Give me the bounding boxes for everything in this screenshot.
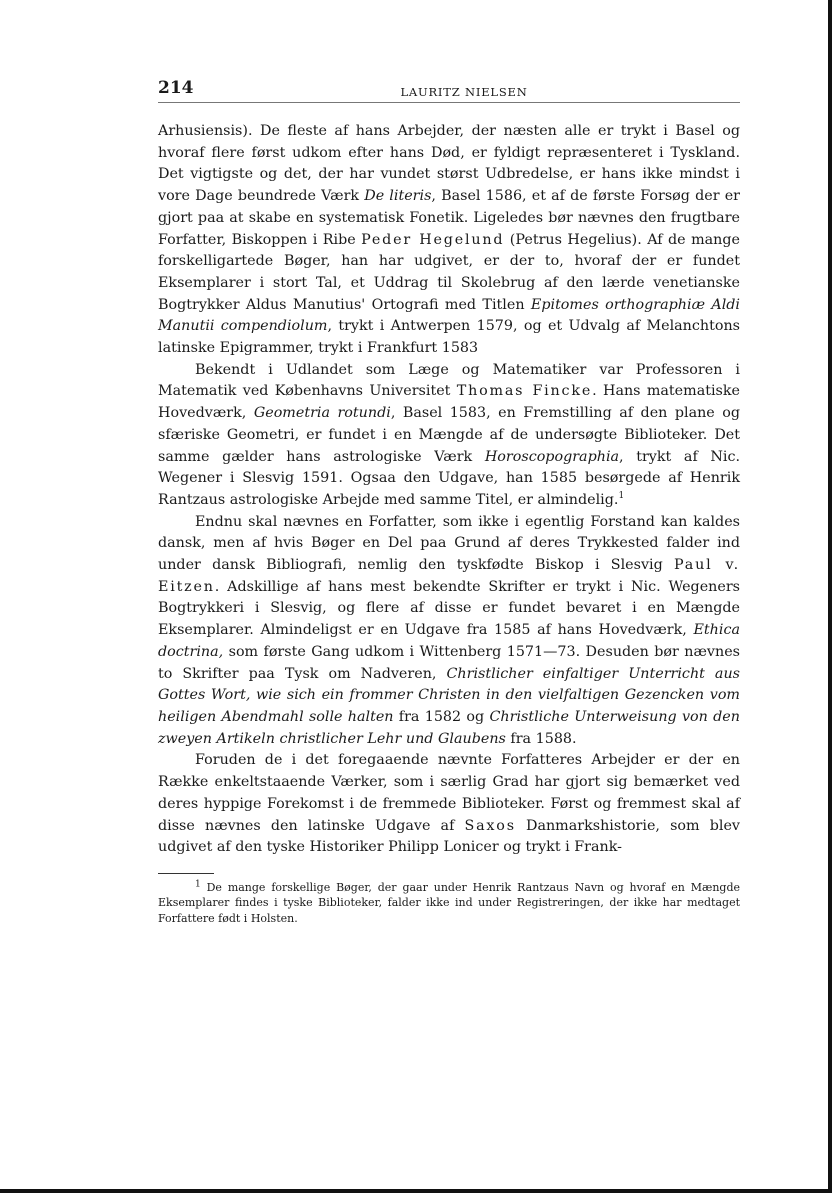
text-run: fra 1582 og: [393, 708, 490, 725]
text-run: fra 1588.: [505, 730, 577, 747]
italic-title: De literis: [364, 188, 432, 205]
text-run: . Hans matematiske Hovedværk,: [158, 383, 740, 422]
running-head: [158, 78, 740, 103]
paragraph: [158, 121, 740, 360]
text-run: Arhusiensis). De fleste af hans Arbejder, der næsten alle er trykt i Basel og hvoraf flere først udkom efter hans Død, er fyldigt repræsenteret i Tyskland. Det vigtigste og det, der har vundet størst Udbredelse, er hans ikke mindst i vore Dage beundrede Værk: [158, 123, 740, 205]
text-run: , Basel 1586, et af de første Forsøg der er gjort paa at skabe en systematisk Fonetik. Ligeledes bør nævnes den frugtbare Forfatter, Biskoppen i Ribe: [158, 188, 740, 248]
body-text: [158, 121, 740, 859]
italic-title: Horoscopographia: [484, 448, 620, 465]
page-number: 214: [158, 78, 194, 98]
text-run: Danmarkshistorie, som blev udgivet af den tyske Historiker Philipp Lonicer og trykt i Frank-: [158, 817, 740, 856]
paragraph: [158, 750, 740, 859]
text-run: . Adskillige af hans mest bekendte Skrifter er trykt i Nic. Wegeners Bogtrykkeri i Slesvig, og flere af disse er fundet bevaret i en Mængde Eksemplarer. Almindeligst er en Udgave fra 1585 af hans Hovedværk,: [158, 578, 740, 639]
paragraph: [158, 512, 740, 751]
spaced-name: Saxos: [464, 817, 516, 834]
book-page: [158, 78, 740, 926]
text-run: , trykt af Nic. Wegener i Slesvig 1591. Ogsaa den Udgave, han 1585 besørgede af Henrik Rantzaus astrologiske Arbejde med samme Titel, er almindelig.: [158, 448, 740, 508]
italic-title: Ethica doctrina,: [158, 622, 740, 660]
scan-edge-right: [828, 0, 832, 1193]
footnote-reference: 1: [618, 491, 625, 502]
text-run: som første Gang udkom i Wittenberg 1571—73. Desuden bør nævnes to Skrifter paa Tysk om Nadveren,: [158, 643, 740, 682]
text-run: Bekendt i Udlandet som Læge og Matematiker var Professoren i Matematik ved Københavns Universitet: [158, 361, 740, 400]
text-run: , trykt i Antwerpen 1579, og et Udvalg af Melanchtons latinske Epigrammer, trykt i Frankfurt 1583: [158, 318, 740, 357]
spaced-name: Peder Hegelund: [361, 231, 505, 248]
running-head-title: LAURITZ NIELSEN: [400, 85, 528, 99]
italic-title: Christlicher einfaltiger Unterricht aus Gottes Wort, wie sich ein frommer Christen in den vielfaltigen Gezencken vom heiligen Abendmahl solle halten: [158, 665, 740, 725]
italic-title: Geometria rotundi: [253, 405, 391, 422]
text-run: (Petrus Hegelius). Af de mange forskelligartede Bøger, han har udgivet, er der to, hvoraf der er fundet Eksemplarer i stort Tal, et Uddrag til Skolebrug af den lærde venetianske Bogtrykker Aldus Manutius' Ortografi med Titlen: [158, 231, 740, 313]
footnote-text: De mange forskellige Bøger, der gaar under Henrik Rantzaus Navn og hvoraf en Mængde Eksemplarer findes i tyske Biblioteker, falder ikke ind under Registreringen, der ikke har medtaget Forfattere født i Holsten.: [158, 880, 740, 925]
footnote-divider: [158, 873, 214, 874]
text-run: Endnu skal nævnes en Forfatter, som ikke i egentlig Forstand kan kaldes dansk, men af hvis Bøger en Del paa Grund af deres Trykkested falder ind under dansk Bibliografi, nemlig den tyskfødte Biskop i Slesvig: [158, 513, 740, 574]
text-run: , Basel 1583, en Fremstilling af den plane og sfæriske Geometri, er fundet i en Mængde af de undersøgte Biblioteker. Det samme gælder hans astrologiske Værk: [158, 405, 741, 465]
text-run: Foruden de i det foregaaende nævnte Forfatteres Arbejder er der en Række enkeltstaaende Værker, som i særlig Grad har gjort sig bemærket ved deres hyppige Forekomst i de fremmede Biblioteker. Først og fremmest skal af disse nævnes den latinske Udgave af: [158, 752, 740, 834]
italic-title: Christliche Unterweisung von den zweyen Artikeln christlicher Lehr und Glaubens: [158, 708, 740, 747]
paragraph: [158, 360, 740, 512]
spaced-name: Paul v. Eitzen: [158, 557, 740, 595]
footnote-marker: 1: [195, 879, 201, 890]
footnote: [158, 880, 740, 927]
spaced-name: Thomas Fincke: [456, 383, 593, 400]
scan-edge-bottom: [0, 1189, 832, 1193]
italic-title: Epitomes orthographiæ Aldi Manutii compendiolum: [158, 296, 741, 335]
